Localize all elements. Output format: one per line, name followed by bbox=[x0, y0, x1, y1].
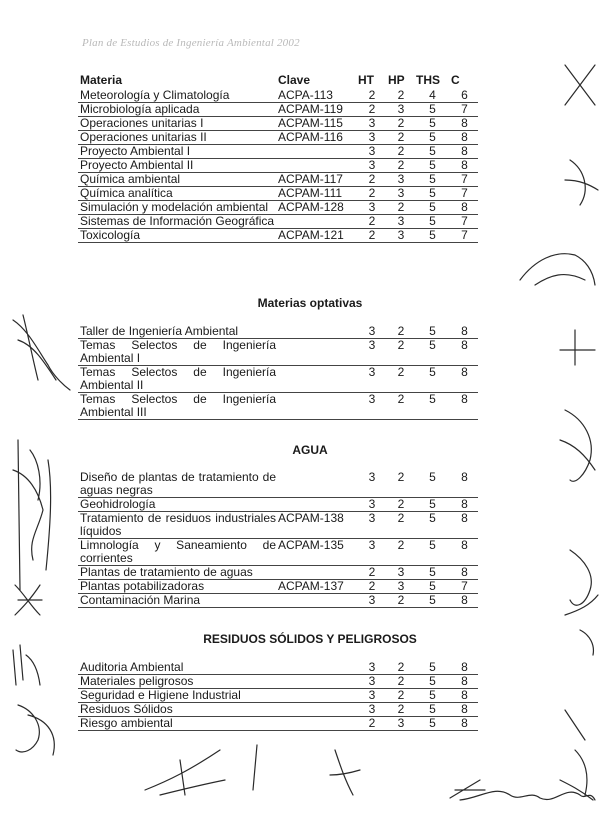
hours-total: 5 bbox=[414, 512, 449, 539]
hours-total: 5 bbox=[414, 580, 449, 594]
subject-code bbox=[276, 325, 356, 339]
subject-code bbox=[276, 159, 356, 173]
signature-left-4 bbox=[8, 640, 48, 690]
hours-total: 5 bbox=[414, 366, 449, 393]
signature-left-5 bbox=[8, 700, 68, 760]
credits: 8 bbox=[449, 325, 478, 339]
hours-total: 5 bbox=[414, 717, 449, 731]
subject-name: Proyecto Ambiental I bbox=[78, 145, 276, 159]
hours-practice: 2 bbox=[386, 703, 414, 717]
hours-theory: 3 bbox=[356, 703, 386, 717]
subject-name: Sistemas de Información Geográfica bbox=[80, 214, 275, 228]
subject-code: ACPAM-119 bbox=[276, 103, 356, 117]
signature-bottom-2 bbox=[245, 740, 265, 795]
subject-name: Temas Selectos de Ingeniería Ambiental III bbox=[80, 392, 276, 419]
table-row bbox=[78, 339, 478, 366]
table-row bbox=[78, 159, 478, 173]
hours-practice: 2 bbox=[386, 131, 414, 145]
subject-name: Química ambiental bbox=[78, 173, 276, 187]
credits: 8 bbox=[449, 159, 478, 173]
subject-code: ACPAM-128 bbox=[276, 201, 356, 215]
credits: 8 bbox=[449, 512, 478, 539]
hours-total: 5 bbox=[414, 117, 449, 131]
table-row bbox=[78, 89, 478, 103]
hours-theory: 3 bbox=[356, 159, 386, 173]
hours-practice: 2 bbox=[386, 539, 414, 566]
credits: 8 bbox=[449, 131, 478, 145]
credits: 7 bbox=[449, 215, 478, 229]
subject-name: Temas Selectos de Ingeniería Ambiental I bbox=[80, 338, 276, 365]
hours-practice: 2 bbox=[386, 675, 414, 689]
signature-right-3 bbox=[515, 240, 600, 290]
signature-right-5 bbox=[555, 400, 600, 490]
credits: 7 bbox=[449, 229, 478, 243]
agua-table bbox=[78, 471, 478, 608]
hours-theory: 2 bbox=[356, 215, 386, 229]
hours-theory: 3 bbox=[356, 689, 386, 703]
subject-code bbox=[276, 594, 356, 608]
credits: 7 bbox=[449, 580, 478, 594]
hours-theory: 3 bbox=[356, 512, 386, 539]
hours-practice: 3 bbox=[386, 717, 414, 731]
subject-code: ACPAM-121 bbox=[276, 229, 356, 243]
signature-bottom-3 bbox=[325, 745, 365, 800]
credits: 8 bbox=[449, 703, 478, 717]
subject-name: Diseño de plantas de tratamiento de aguas negras bbox=[80, 470, 276, 497]
credits: 8 bbox=[449, 393, 478, 420]
page-header: Plan de Estudios de Ingeniería Ambiental 2002 bbox=[82, 37, 300, 49]
hours-practice: 2 bbox=[386, 145, 414, 159]
table-row bbox=[78, 145, 478, 159]
col-header-clave: Clave bbox=[278, 73, 311, 87]
table-row bbox=[78, 131, 478, 145]
hours-practice: 2 bbox=[386, 471, 414, 498]
subject-code: ACPAM-138 bbox=[276, 512, 356, 539]
hours-total: 5 bbox=[414, 539, 449, 566]
hours-practice: 2 bbox=[386, 689, 414, 703]
subject-code: ACPAM-111 bbox=[276, 187, 356, 201]
hours-theory: 3 bbox=[356, 393, 386, 420]
hours-theory: 3 bbox=[356, 366, 386, 393]
hours-practice: 2 bbox=[386, 366, 414, 393]
signature-right-2 bbox=[560, 150, 600, 210]
col-header-ths: THS bbox=[416, 73, 440, 87]
hours-practice: 2 bbox=[386, 498, 414, 512]
hours-theory: 3 bbox=[356, 117, 386, 131]
hours-total: 5 bbox=[414, 661, 449, 675]
table-row bbox=[78, 103, 478, 117]
hours-theory: 3 bbox=[356, 325, 386, 339]
credits: 8 bbox=[449, 498, 478, 512]
table-row bbox=[78, 471, 478, 498]
core-subjects-table bbox=[78, 74, 478, 243]
section-title-optativas: Materias optativas bbox=[257, 296, 363, 310]
hours-total: 5 bbox=[414, 471, 449, 498]
table-row bbox=[78, 512, 478, 539]
subject-name: Plantas potabilizadoras bbox=[78, 580, 276, 594]
hours-theory: 2 bbox=[356, 566, 386, 580]
subject-name: Residuos Sólidos bbox=[78, 703, 276, 717]
hours-practice: 2 bbox=[386, 117, 414, 131]
hours-theory: 2 bbox=[356, 229, 386, 243]
hours-theory: 3 bbox=[356, 675, 386, 689]
table-row bbox=[78, 661, 478, 675]
hours-practice: 3 bbox=[386, 566, 414, 580]
hours-theory: 2 bbox=[356, 103, 386, 117]
hours-total: 5 bbox=[414, 675, 449, 689]
col-header-hp: HP bbox=[388, 73, 405, 87]
subject-code: ACPAM-116 bbox=[276, 131, 356, 145]
subject-name: Proyecto Ambiental II bbox=[78, 159, 276, 173]
subject-name: Microbiología aplicada bbox=[78, 103, 276, 117]
credits: 7 bbox=[449, 187, 478, 201]
signature-left-3 bbox=[10, 580, 50, 620]
hours-total: 5 bbox=[414, 594, 449, 608]
credits: 7 bbox=[449, 173, 478, 187]
credits: 8 bbox=[449, 201, 478, 215]
subject-code: ACPAM-117 bbox=[276, 173, 356, 187]
credits: 8 bbox=[449, 594, 478, 608]
hours-theory: 3 bbox=[356, 145, 386, 159]
hours-theory: 3 bbox=[356, 539, 386, 566]
signature-left-1 bbox=[8, 310, 78, 400]
subject-name: Química analítica bbox=[78, 187, 276, 201]
hours-practice: 3 bbox=[386, 187, 414, 201]
subject-name: Plantas de tratamiento de aguas bbox=[78, 566, 276, 580]
table-row bbox=[78, 117, 478, 131]
hours-practice: 3 bbox=[386, 229, 414, 243]
credits: 6 bbox=[449, 89, 478, 103]
subject-name: Operaciones unitarias II bbox=[78, 131, 276, 145]
credits: 8 bbox=[449, 566, 478, 580]
subject-code: ACPAM-135 bbox=[276, 539, 356, 566]
table-header-row bbox=[78, 74, 478, 89]
signature-right-1 bbox=[560, 60, 600, 110]
hours-theory: 3 bbox=[356, 201, 386, 215]
subject-name: Riesgo ambiental bbox=[78, 717, 276, 731]
signature-left-2 bbox=[8, 430, 68, 600]
col-header-ht: HT bbox=[358, 73, 374, 87]
section-title-agua: AGUA bbox=[292, 443, 328, 457]
hours-theory: 2 bbox=[356, 580, 386, 594]
subject-name: Seguridad e Higiene Industrial bbox=[78, 689, 276, 703]
subject-name: Limnología y Saneamiento de corrientes bbox=[80, 538, 276, 565]
hours-total: 5 bbox=[414, 173, 449, 187]
hours-practice: 2 bbox=[386, 89, 414, 103]
hours-practice: 2 bbox=[386, 512, 414, 539]
subject-name: Operaciones unitarias I bbox=[78, 117, 276, 131]
hours-practice: 3 bbox=[386, 215, 414, 229]
table-row bbox=[78, 393, 478, 420]
signature-right-6 bbox=[560, 540, 600, 620]
credits: 8 bbox=[449, 117, 478, 131]
signature-right-8 bbox=[555, 700, 600, 810]
hours-total: 5 bbox=[414, 215, 449, 229]
hours-practice: 2 bbox=[386, 661, 414, 675]
hours-theory: 2 bbox=[356, 717, 386, 731]
hours-total: 4 bbox=[414, 89, 449, 103]
table-row bbox=[78, 325, 478, 339]
hours-practice: 2 bbox=[386, 201, 414, 215]
hours-theory: 3 bbox=[356, 471, 386, 498]
subject-name: Meteorología y Climatología bbox=[78, 89, 276, 103]
table-row bbox=[78, 566, 478, 580]
section-title-residuos: RESIDUOS SÓLIDOS Y PELIGROSOS bbox=[203, 632, 417, 646]
table-row bbox=[78, 201, 478, 215]
credits: 8 bbox=[449, 661, 478, 675]
credits: 8 bbox=[449, 366, 478, 393]
hours-total: 5 bbox=[414, 201, 449, 215]
hours-total: 5 bbox=[414, 103, 449, 117]
credits: 8 bbox=[449, 675, 478, 689]
hours-total: 5 bbox=[414, 689, 449, 703]
hours-practice: 3 bbox=[386, 580, 414, 594]
subject-name: Simulación y modelación ambiental bbox=[78, 201, 276, 215]
subject-code bbox=[276, 717, 356, 731]
hours-total: 5 bbox=[414, 131, 449, 145]
table-row bbox=[78, 539, 478, 566]
hours-total: 5 bbox=[414, 339, 449, 366]
table-row bbox=[78, 498, 478, 512]
subject-code bbox=[276, 145, 356, 159]
subject-code bbox=[276, 689, 356, 703]
hours-practice: 2 bbox=[386, 339, 414, 366]
subject-name: Materiales peligrosos bbox=[78, 675, 276, 689]
subject-name: Toxicología bbox=[78, 229, 276, 243]
table-row bbox=[78, 594, 478, 608]
subject-code bbox=[276, 393, 356, 420]
subject-name: Contaminación Marina bbox=[78, 594, 276, 608]
col-header-c: C bbox=[451, 73, 460, 87]
hours-theory: 3 bbox=[356, 594, 386, 608]
credits: 8 bbox=[449, 471, 478, 498]
hours-total: 5 bbox=[414, 145, 449, 159]
col-header-materia: Materia bbox=[80, 73, 123, 87]
hours-theory: 2 bbox=[356, 89, 386, 103]
table-row bbox=[78, 580, 478, 594]
table-row bbox=[78, 717, 478, 731]
subject-code bbox=[276, 675, 356, 689]
hours-total: 5 bbox=[414, 325, 449, 339]
subject-code bbox=[276, 471, 356, 498]
hours-total: 5 bbox=[414, 187, 449, 201]
credits: 8 bbox=[449, 539, 478, 566]
hours-practice: 2 bbox=[386, 594, 414, 608]
hours-theory: 3 bbox=[356, 661, 386, 675]
hours-theory: 3 bbox=[356, 498, 386, 512]
subject-code bbox=[276, 366, 356, 393]
hours-practice: 2 bbox=[386, 159, 414, 173]
hours-practice: 3 bbox=[386, 173, 414, 187]
hours-total: 5 bbox=[414, 703, 449, 717]
table-row bbox=[78, 229, 478, 243]
hours-total: 5 bbox=[414, 229, 449, 243]
credits: 8 bbox=[449, 145, 478, 159]
subject-code: ACPAM-137 bbox=[276, 580, 356, 594]
hours-theory: 3 bbox=[356, 339, 386, 366]
signature-right-7 bbox=[575, 620, 600, 660]
hours-theory: 2 bbox=[356, 173, 386, 187]
signature-bottom-1 bbox=[140, 740, 230, 800]
credits: 8 bbox=[449, 339, 478, 366]
hours-practice: 2 bbox=[386, 393, 414, 420]
table-row bbox=[78, 366, 478, 393]
signature-right-4 bbox=[555, 320, 600, 370]
residuos-table bbox=[78, 661, 478, 731]
subject-code bbox=[276, 661, 356, 675]
subject-code: ACPA-113 bbox=[276, 89, 356, 103]
hours-practice: 3 bbox=[386, 103, 414, 117]
subject-code bbox=[276, 703, 356, 717]
subject-name: Tratamiento de residuos industriales líquidos bbox=[80, 511, 276, 538]
hours-total: 5 bbox=[414, 566, 449, 580]
hours-total: 5 bbox=[414, 393, 449, 420]
credits: 7 bbox=[449, 103, 478, 117]
table-row bbox=[78, 215, 478, 229]
table-row bbox=[78, 187, 478, 201]
subject-code bbox=[276, 339, 356, 366]
subject-name: Taller de Ingeniería Ambiental bbox=[78, 325, 276, 339]
hours-theory: 2 bbox=[356, 187, 386, 201]
subject-code bbox=[276, 566, 356, 580]
credits: 8 bbox=[449, 689, 478, 703]
hours-theory: 3 bbox=[356, 131, 386, 145]
hours-total: 5 bbox=[414, 498, 449, 512]
hours-practice: 2 bbox=[386, 325, 414, 339]
subject-name: Temas Selectos de Ingeniería Ambiental II bbox=[80, 365, 276, 392]
subject-name: Auditoria Ambiental bbox=[78, 661, 276, 675]
subject-name: Geohidrología bbox=[78, 498, 276, 512]
optativas-table bbox=[78, 325, 478, 420]
credits: 8 bbox=[449, 717, 478, 731]
table-row bbox=[78, 173, 478, 187]
subject-code bbox=[276, 498, 356, 512]
table-row bbox=[78, 689, 478, 703]
subject-code: ACPAM-115 bbox=[276, 117, 356, 131]
hours-total: 5 bbox=[414, 159, 449, 173]
table-row bbox=[78, 703, 478, 717]
table-row bbox=[78, 675, 478, 689]
subject-code bbox=[276, 215, 356, 229]
